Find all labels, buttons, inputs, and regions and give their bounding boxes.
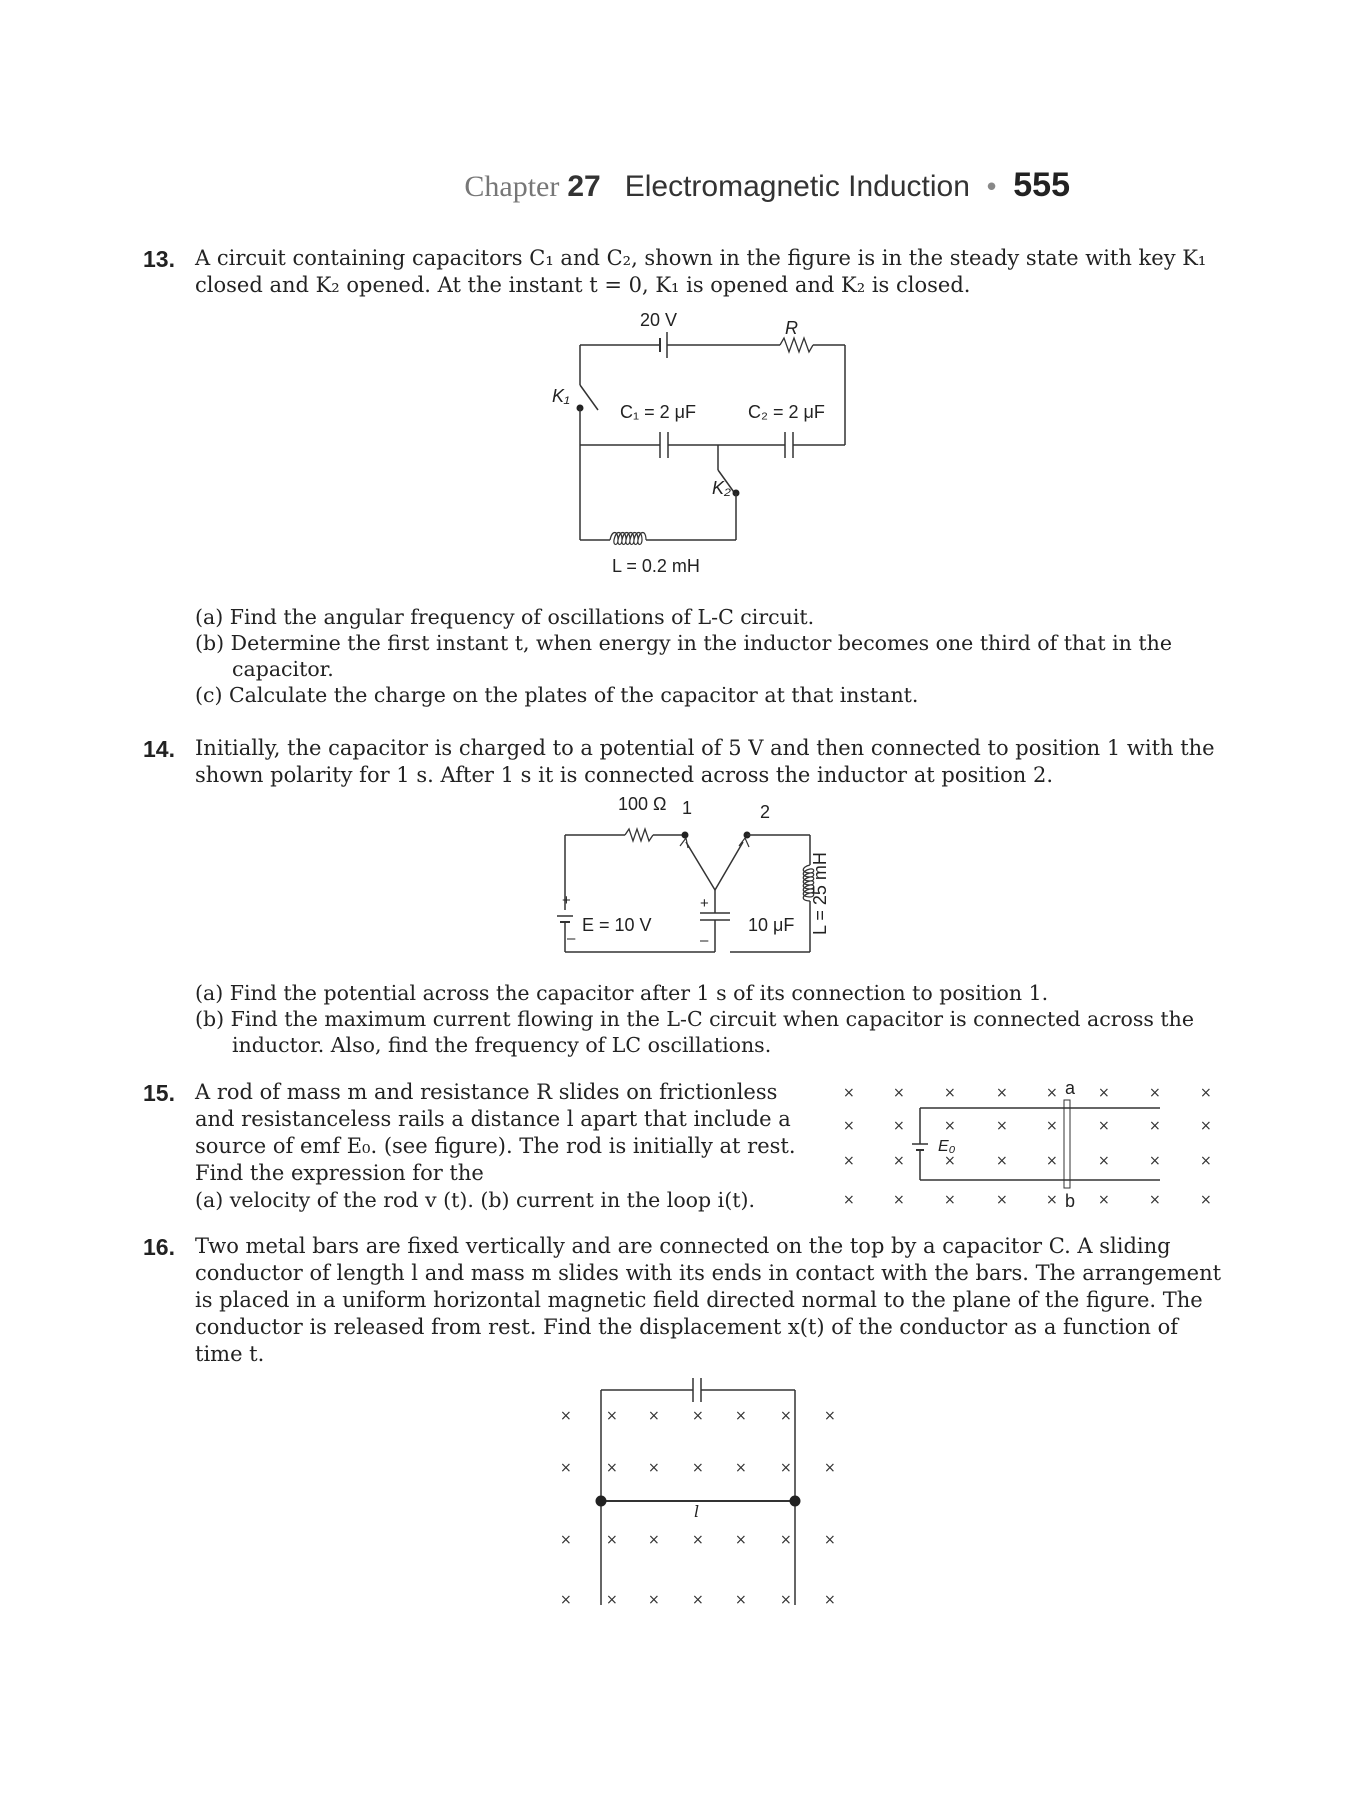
field-cross-icon: × xyxy=(1098,1085,1110,1101)
field-cross-icon: × xyxy=(735,1408,747,1424)
field-cross-icon: × xyxy=(1200,1192,1212,1208)
q16-line: time t. xyxy=(195,1342,265,1366)
field-cross-icon: × xyxy=(824,1408,836,1424)
field-cross-icon: × xyxy=(944,1192,956,1208)
question-13-text xyxy=(195,245,1215,299)
chapter-title: Electromagnetic Induction xyxy=(624,170,970,203)
field-cross-icon: × xyxy=(1098,1118,1110,1134)
question-16-number: 16. xyxy=(143,1234,175,1260)
field-cross-icon: × xyxy=(692,1460,704,1476)
q16-line: conductor is released from rest. Find the displacement x(t) of the conductor as a function of xyxy=(195,1315,1179,1339)
field-cross-icon: × xyxy=(560,1532,572,1548)
q14-inductor-label: L = 25 mH xyxy=(810,852,830,935)
question-14-text xyxy=(195,735,1215,789)
field-cross-icon: × xyxy=(1200,1118,1212,1134)
page-number: 555 xyxy=(1013,166,1070,204)
field-cross-icon: × xyxy=(843,1192,855,1208)
q15-rails xyxy=(890,1100,1170,1200)
field-cross-icon: × xyxy=(843,1153,855,1169)
field-cross-icon: × xyxy=(560,1460,572,1476)
field-cross-icon: × xyxy=(893,1192,905,1208)
field-cross-icon: × xyxy=(735,1532,747,1548)
q13-line: A circuit containing capacitors C₁ and C₂, shown in the figure is in the steady state with key K₁ xyxy=(195,246,1207,270)
field-cross-icon: × xyxy=(893,1153,905,1169)
field-cross-icon: × xyxy=(1149,1085,1161,1101)
q13-part-b: (b) Determine the first instant t, when energy in the inductor becomes one third of that in the xyxy=(195,631,1172,655)
field-cross-icon: × xyxy=(893,1085,905,1101)
q13-key2-label: K₂ xyxy=(712,478,731,498)
field-cross-icon: × xyxy=(996,1153,1008,1169)
chapter-label: Chapter xyxy=(464,170,560,203)
q15-line: source of emf E₀. (see figure). The rod is initially at rest. xyxy=(195,1134,796,1158)
q14-emf-label: E = 10 V xyxy=(582,915,652,935)
chapter-number: 27 xyxy=(567,170,601,203)
q14-line: shown polarity for 1 s. After 1 s it is connected across the inductor at position 2. xyxy=(195,763,1054,787)
field-cross-icon: × xyxy=(606,1592,618,1608)
field-cross-icon: × xyxy=(843,1085,855,1101)
field-cross-icon: × xyxy=(560,1408,572,1424)
field-cross-icon: × xyxy=(735,1592,747,1608)
field-cross-icon: × xyxy=(1200,1153,1212,1169)
field-cross-icon: × xyxy=(893,1118,905,1134)
q13-c1-label: C₁ = 2 μF xyxy=(620,402,696,422)
field-cross-icon: × xyxy=(843,1118,855,1134)
bullet-separator: • xyxy=(983,173,1000,203)
q16-line: is placed in a uniform horizontal magnetic field directed normal to the plane of the figure. The xyxy=(195,1288,1203,1312)
field-cross-icon: × xyxy=(1046,1153,1058,1169)
q14-capacitor-minus: – xyxy=(700,932,709,949)
field-cross-icon: × xyxy=(648,1408,660,1424)
field-cross-icon: × xyxy=(606,1460,618,1476)
q16-line: Two metal bars are fixed vertically and are connected on the top by a capacitor C. A sliding xyxy=(195,1234,1171,1258)
field-cross-icon: × xyxy=(1046,1192,1058,1208)
running-header xyxy=(464,166,1070,205)
q13-part-b-cont: capacitor. xyxy=(232,657,334,681)
field-cross-icon: × xyxy=(1149,1192,1161,1208)
q15-line: A rod of mass m and resistance R slides on frictionless xyxy=(195,1080,778,1104)
field-cross-icon: × xyxy=(1149,1118,1161,1134)
field-cross-icon: × xyxy=(735,1460,747,1476)
question-16-text xyxy=(195,1233,1221,1368)
question-14-number: 14. xyxy=(143,736,175,762)
q14-battery-minus: – xyxy=(567,930,576,947)
field-cross-icon: × xyxy=(780,1408,792,1424)
q13-resistor-label: R xyxy=(785,318,798,338)
field-cross-icon: × xyxy=(560,1592,572,1608)
q14-capacitor-label: 10 μF xyxy=(748,915,795,935)
field-cross-icon: × xyxy=(996,1118,1008,1134)
field-cross-icon: × xyxy=(944,1153,956,1169)
q16-length-label: l xyxy=(694,1502,700,1521)
q14-position-1-label: 1 xyxy=(682,798,693,818)
q13-parts xyxy=(195,604,1172,708)
q14-battery-plus: + xyxy=(562,892,571,909)
field-cross-icon: × xyxy=(692,1408,704,1424)
field-cross-icon: × xyxy=(648,1460,660,1476)
field-cross-icon: × xyxy=(648,1532,660,1548)
field-cross-icon: × xyxy=(1200,1085,1212,1101)
q14-line: Initially, the capacitor is charged to a potential of 5 V and then connected to position 1 with the xyxy=(195,736,1215,760)
field-cross-icon: × xyxy=(824,1592,836,1608)
q14-resistor-label: 100 Ω xyxy=(618,794,667,814)
field-cross-icon: × xyxy=(944,1118,956,1134)
q14-part-b: (b) Find the maximum current flowing in the L-C circuit when capacitor is connected across the xyxy=(195,1007,1194,1031)
q15-parts xyxy=(195,1187,755,1213)
q13-inductor-label: L = 0.2 mH xyxy=(612,556,700,576)
q15-point-a: a xyxy=(1065,1078,1076,1098)
q16-bars-and-capacitor xyxy=(595,1370,805,1610)
q15-point-b: b xyxy=(1065,1191,1076,1211)
field-cross-icon: × xyxy=(1149,1153,1161,1169)
field-cross-icon: × xyxy=(996,1192,1008,1208)
field-cross-icon: × xyxy=(606,1532,618,1548)
question-15-text xyxy=(195,1079,796,1187)
q15-parts-line: (a) velocity of the rod v (t). (b) current in the loop i(t). xyxy=(195,1188,755,1212)
field-cross-icon: × xyxy=(780,1460,792,1476)
q14-position-2-label: 2 xyxy=(760,802,771,822)
q15-line: and resistanceless rails a distance l apart that include a xyxy=(195,1107,791,1131)
q16-line: conductor of length l and mass m slides with its ends in contact with the bars. The arrangement xyxy=(195,1261,1222,1285)
field-cross-icon: × xyxy=(944,1085,956,1101)
q13-battery-label: 20 V xyxy=(640,310,678,330)
field-cross-icon: × xyxy=(692,1532,704,1548)
q13-part-c: (c) Calculate the charge on the plates of the capacitor at that instant. xyxy=(195,683,919,707)
field-cross-icon: × xyxy=(1046,1085,1058,1101)
field-cross-icon: × xyxy=(824,1532,836,1548)
q15-line: Find the expression for the xyxy=(195,1161,484,1185)
field-cross-icon: × xyxy=(1098,1192,1110,1208)
q14-part-a: (a) Find the potential across the capacitor after 1 s of its connection to position 1. xyxy=(195,981,1049,1005)
q13-line: closed and K₂ opened. At the instant t = 0, K₁ is opened and K₂ is closed. xyxy=(195,273,971,297)
field-cross-icon: × xyxy=(780,1532,792,1548)
q13-part-a: (a) Find the angular frequency of oscillations of L-C circuit. xyxy=(195,605,815,629)
field-cross-icon: × xyxy=(824,1460,836,1476)
field-cross-icon: × xyxy=(780,1592,792,1608)
q14-capacitor-plus: + xyxy=(700,895,709,912)
q13-key1-label: K₁ xyxy=(552,386,570,406)
q13-c2-label: C₂ = 2 μF xyxy=(748,402,825,422)
q14-part-b-cont: inductor. Also, find the frequency of LC oscillations. xyxy=(232,1033,772,1057)
field-cross-icon: × xyxy=(1046,1118,1058,1134)
question-15-number: 15. xyxy=(143,1080,175,1106)
q13-circuit-wires xyxy=(560,330,860,580)
field-cross-icon: × xyxy=(1098,1153,1110,1169)
q15-emf-label: E₀ xyxy=(938,1138,956,1155)
field-cross-icon: × xyxy=(606,1408,618,1424)
q14-parts xyxy=(195,980,1194,1058)
field-cross-icon: × xyxy=(996,1085,1008,1101)
field-cross-icon: × xyxy=(692,1592,704,1608)
field-cross-icon: × xyxy=(648,1592,660,1608)
question-13-number: 13. xyxy=(143,246,175,272)
